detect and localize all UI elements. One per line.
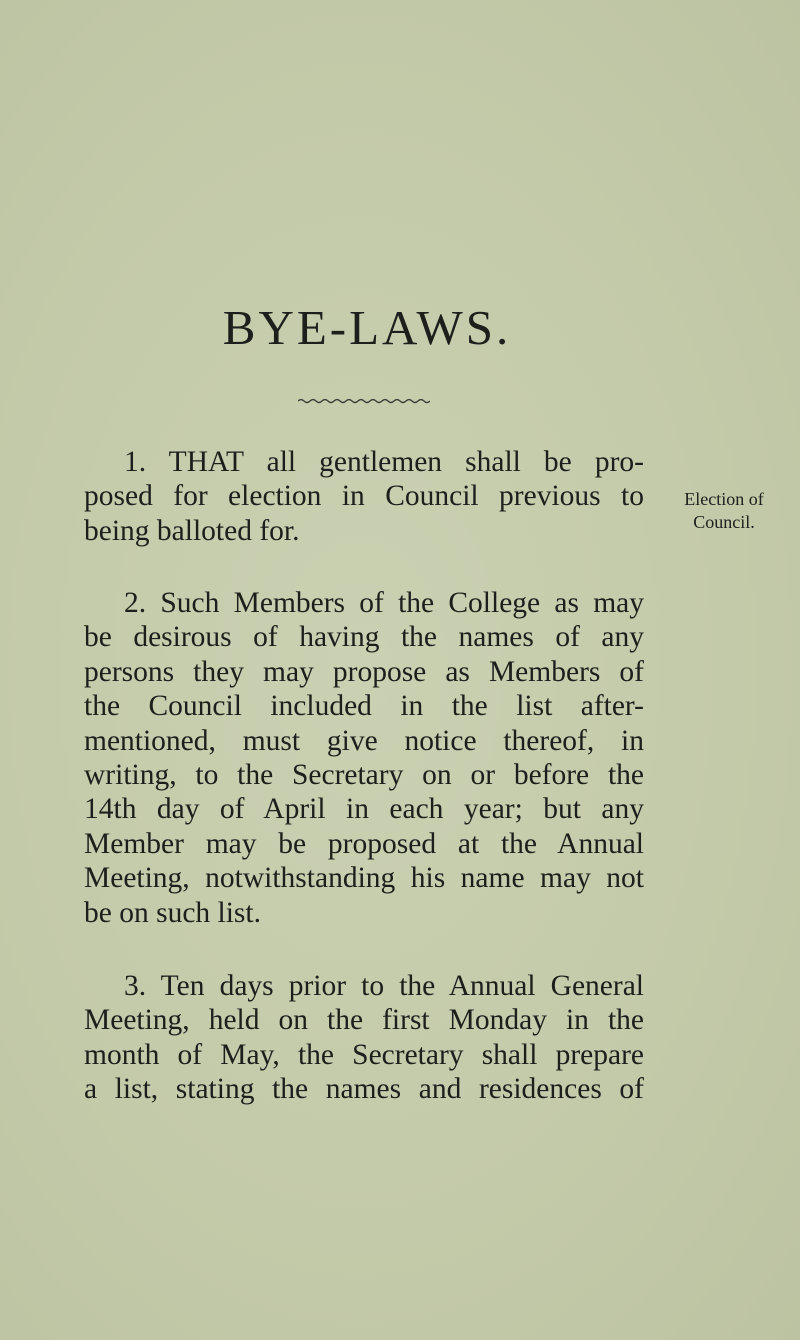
text-line: be desirous of having the names of any: [84, 621, 644, 654]
margin-note-line: Election of: [684, 489, 764, 509]
text-line: be on such list.: [84, 896, 261, 929]
text-line: 14th day of April in each year; but any: [84, 793, 644, 826]
text-line: 3. Ten days prior to the Annual General: [124, 970, 644, 1002]
text-line: writing, to the Secretary on or before the: [84, 758, 644, 791]
page-title: BYE-LAWS.: [222, 300, 512, 355]
text-line: 1. THAT all gentlemen shall be pro-: [124, 446, 644, 478]
text-line: being balloted for.: [84, 514, 300, 547]
bye-law-paragraph-1: [84, 445, 644, 548]
margin-note-election-of-council: [652, 488, 796, 534]
text-line: the Council included in the list after-: [84, 690, 644, 723]
bye-law-paragraph-2: [84, 586, 644, 930]
text-line: 2. Such Members of the College as may: [124, 587, 644, 619]
text-line: month of May, the Secretary shall prepare: [84, 1038, 644, 1071]
text-line: Member may be proposed at the Annual: [84, 827, 644, 860]
text-line: Meeting, held on the first Monday in the: [84, 1004, 644, 1037]
text-line: persons they may propose as Members of: [84, 655, 644, 688]
decorative-wavy-rule: [298, 396, 430, 406]
text-line: posed for election in Council previous to: [84, 480, 644, 513]
text-line: a list, stating the names and residences of: [84, 1073, 644, 1106]
text-line: mentioned, must give notice thereof, in: [84, 724, 644, 757]
bye-law-paragraph-3: [84, 969, 644, 1107]
margin-note-line: Council.: [693, 512, 755, 532]
text-line: Meeting, notwithstanding his name may not: [84, 862, 644, 895]
